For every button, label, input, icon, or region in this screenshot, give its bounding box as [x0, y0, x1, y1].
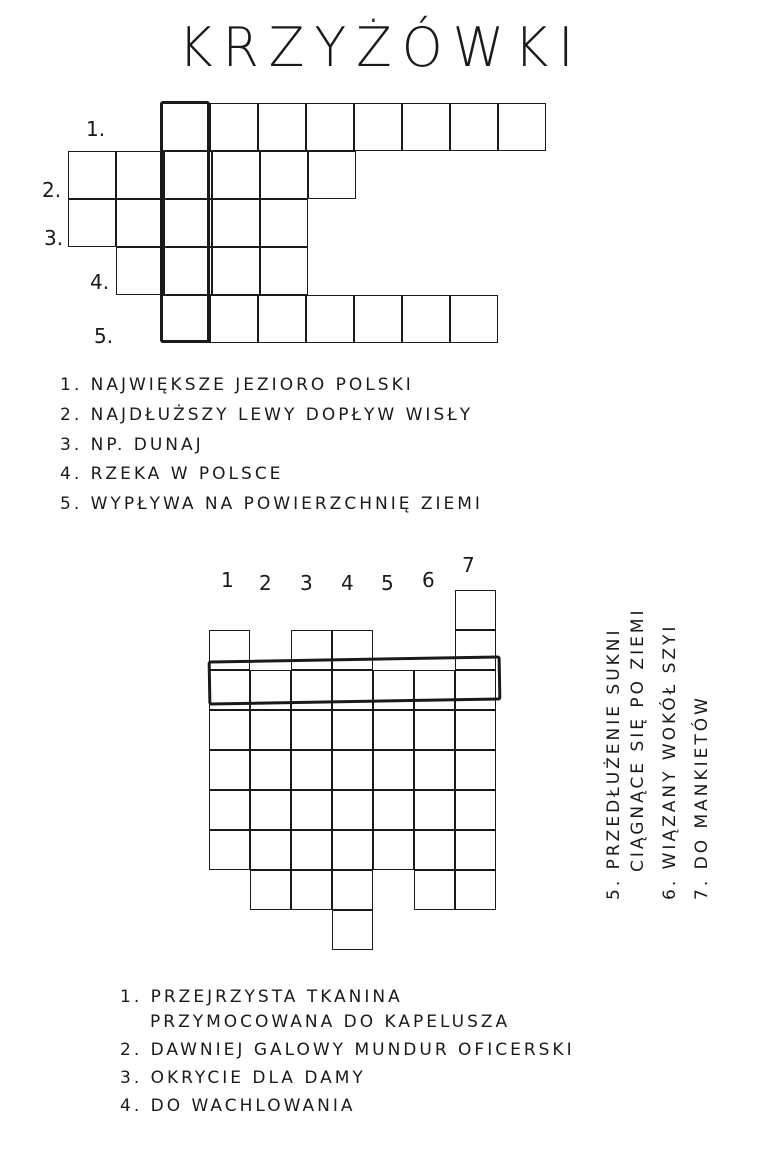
grid2-cell[interactable]	[332, 870, 373, 910]
grid1-cell[interactable]	[212, 247, 260, 295]
grid1-cell[interactable]	[212, 199, 260, 247]
grid2-cell[interactable]	[209, 750, 250, 790]
grid2-cell[interactable]	[414, 710, 455, 750]
grid2-cell[interactable]	[291, 830, 332, 870]
vertical-clue-5b: CIĄGNĄCE SIĘ PO ZIEMI	[628, 607, 648, 872]
grid2-cell[interactable]	[250, 830, 291, 870]
grid1-cell[interactable]	[258, 103, 306, 151]
grid2-cell[interactable]	[209, 830, 250, 870]
grid2-cell[interactable]	[455, 830, 496, 870]
grid2-cell[interactable]	[332, 750, 373, 790]
grid2-cell[interactable]	[455, 710, 496, 750]
grid1-cell[interactable]	[260, 247, 308, 295]
grid1-cell[interactable]	[260, 199, 308, 247]
grid1-cell[interactable]	[210, 103, 258, 151]
clue-2-2: 2. DAWNIEJ GALOWY MUNDUR OFICERSKI	[120, 1040, 575, 1060]
grid2-cell[interactable]	[455, 590, 496, 630]
row-number-3: 3.	[44, 226, 64, 250]
solution-column-highlight	[160, 101, 210, 343]
grid2-cell[interactable]	[414, 830, 455, 870]
grid2-cell[interactable]	[250, 710, 291, 750]
vertical-clue-6: 6. WIĄZANY WOKÓŁ SZYI	[660, 623, 680, 900]
grid1-cell[interactable]	[354, 103, 402, 151]
grid2-cell[interactable]	[209, 710, 250, 750]
grid1-cell[interactable]	[450, 295, 498, 343]
row-number-2: 2.	[42, 178, 62, 202]
grid2-cell[interactable]	[373, 750, 414, 790]
grid2-cell[interactable]	[455, 790, 496, 830]
clue-2-4: 4. DO WACHLOWANIA	[120, 1096, 356, 1116]
clue-2-3: 3. OKRYCIE DLA DAMY	[120, 1068, 366, 1088]
vertical-clue-7: 7. DO MANKIETÓW	[692, 695, 712, 900]
grid1-cell[interactable]	[68, 199, 116, 247]
grid1-cell[interactable]	[308, 151, 356, 199]
column-number-7: 7	[462, 553, 475, 577]
page-title: KRZYŻÓWKI	[178, 16, 584, 80]
clue-2-1-cont: PRZYMOCOWANA DO KAPELUSZA	[150, 1012, 511, 1032]
clue-1-1: 1. NAJWIĘKSZE JEZIORO POLSKI	[60, 375, 414, 395]
grid2-cell[interactable]	[455, 750, 496, 790]
grid2-cell[interactable]	[209, 790, 250, 830]
grid2-cell[interactable]	[414, 750, 455, 790]
grid2-cell[interactable]	[332, 790, 373, 830]
grid2-cell[interactable]	[414, 870, 455, 910]
grid1-cell[interactable]	[306, 295, 354, 343]
grid1-cell[interactable]	[258, 295, 306, 343]
grid2-cell[interactable]	[291, 870, 332, 910]
column-number-5: 5	[381, 571, 394, 595]
grid2-cell[interactable]	[291, 750, 332, 790]
row-number-1: 1.	[86, 117, 106, 141]
clue-1-4: 4. RZEKA W POLSCE	[60, 464, 284, 484]
clue-2-1: 1. PRZEJRZYSTA TKANINA	[120, 987, 403, 1007]
grid2-cell[interactable]	[332, 710, 373, 750]
grid2-cell[interactable]	[373, 830, 414, 870]
grid2-cell[interactable]	[332, 830, 373, 870]
grid2-cell[interactable]	[455, 870, 496, 910]
grid2-cell[interactable]	[250, 870, 291, 910]
grid1-cell[interactable]	[212, 151, 260, 199]
grid1-cell[interactable]	[116, 247, 164, 295]
grid1-cell[interactable]	[68, 151, 116, 199]
grid1-cell[interactable]	[450, 103, 498, 151]
column-number-6: 6	[422, 568, 435, 592]
grid2-cell[interactable]	[291, 710, 332, 750]
grid1-cell[interactable]	[116, 151, 164, 199]
row-number-4: 4.	[90, 270, 110, 294]
grid2-cell[interactable]	[250, 750, 291, 790]
grid1-cell[interactable]	[498, 103, 546, 151]
vertical-clue-5a: 5. PRZEDŁUŻENIE SUKNI	[604, 627, 624, 900]
grid2-cell[interactable]	[373, 710, 414, 750]
column-number-3: 3	[300, 571, 313, 595]
column-number-4: 4	[341, 571, 354, 595]
grid1-cell[interactable]	[306, 103, 354, 151]
grid1-cell[interactable]	[116, 199, 164, 247]
grid1-cell[interactable]	[354, 295, 402, 343]
grid2-cell[interactable]	[250, 790, 291, 830]
grid1-cell[interactable]	[210, 295, 258, 343]
clue-1-3: 3. NP. DUNAJ	[60, 435, 204, 455]
grid1-cell[interactable]	[402, 295, 450, 343]
grid1-cell[interactable]	[260, 151, 308, 199]
grid2-cell[interactable]	[332, 910, 373, 950]
grid2-cell[interactable]	[291, 790, 332, 830]
clue-1-5: 5. WYPŁYWA NA POWIERZCHNIĘ ZIEMI	[60, 494, 483, 514]
solution-row-highlight	[208, 655, 502, 705]
column-number-2: 2	[259, 571, 272, 595]
clue-1-2: 2. NAJDŁUŻSZY LEWY DOPŁYW WISŁY	[60, 405, 474, 425]
grid2-cell[interactable]	[414, 790, 455, 830]
column-number-1: 1	[221, 568, 234, 592]
row-number-5: 5.	[94, 324, 114, 348]
grid2-cell[interactable]	[373, 790, 414, 830]
grid1-cell[interactable]	[402, 103, 450, 151]
